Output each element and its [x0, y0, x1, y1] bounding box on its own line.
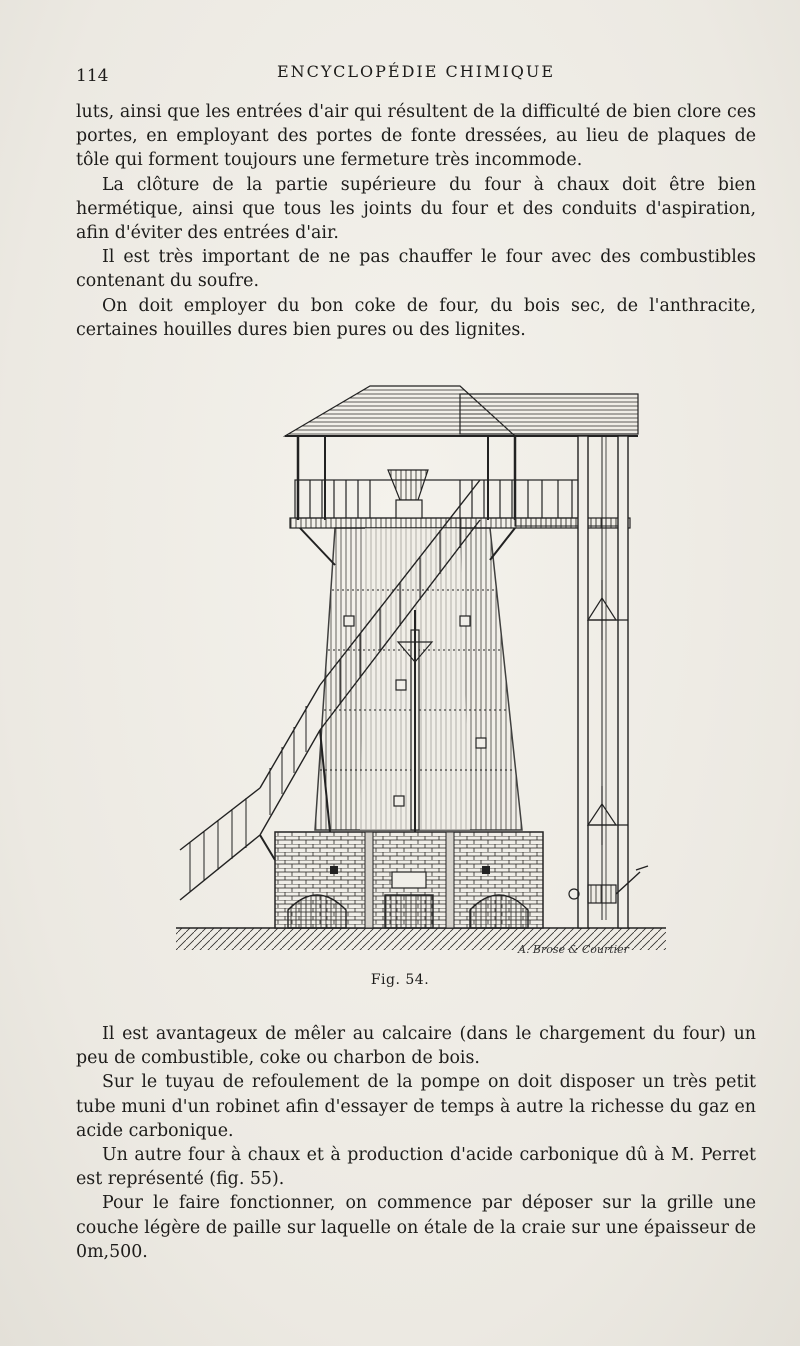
body-text-top	[76, 100, 756, 342]
paragraph: Il est très important de ne pas chauffer le four avec des combustibles contenant du soufre.	[76, 247, 756, 292]
paragraph: Un autre four à chaux et à production d'acide carbonique dû à M. Perret est représenté (fig. 55).	[76, 1145, 756, 1190]
lime-kiln-illustration	[170, 380, 670, 960]
paragraph: Pour le faire fonctionner, on commence par déposer sur la grille une couche légère de paille sur laquelle on étale de la craie sur une épaisseur de 0m,500.	[76, 1193, 756, 1262]
body-text-bottom	[76, 1022, 756, 1264]
paragraph: luts, ainsi que les entrées d'air qui résultent de la difficulté de bien clore ces portes, en employant des portes de fonte dressées, au lieu de plaques de tôle qui forment toujours une fermeture très incommode.	[76, 102, 756, 171]
page-number: 114	[76, 66, 109, 86]
paragraph: Sur le tuyau de refoulement de la pompe on doit disposer un très petit tube muni d'un robinet afin d'essayer de temps à autre la richesse du gaz en acide carbonique.	[76, 1072, 756, 1141]
running-title: ENCYCLOPÉDIE CHIMIQUE	[276, 62, 556, 81]
page-header	[76, 60, 756, 86]
figure-caption: Fig. 54.	[370, 972, 430, 988]
engraver-signature: A. Brose & Courtier	[518, 943, 629, 956]
paragraph: On doit employer du bon coke de four, du bois sec, de l'anthracite, certaines houilles dures bien pures ou des lignites.	[76, 295, 756, 340]
paragraph: La clôture de la partie supérieure du four à chaux doit être bien hermétique, ainsi que tous les joints du four et des conduits d'aspiration, afin d'éviter des entrées d'air.	[76, 174, 756, 244]
paragraph: Il est avantageux de mêler au calcaire (dans le chargement du four) un peu de combustible, coke ou charbon de bois.	[76, 1024, 756, 1069]
